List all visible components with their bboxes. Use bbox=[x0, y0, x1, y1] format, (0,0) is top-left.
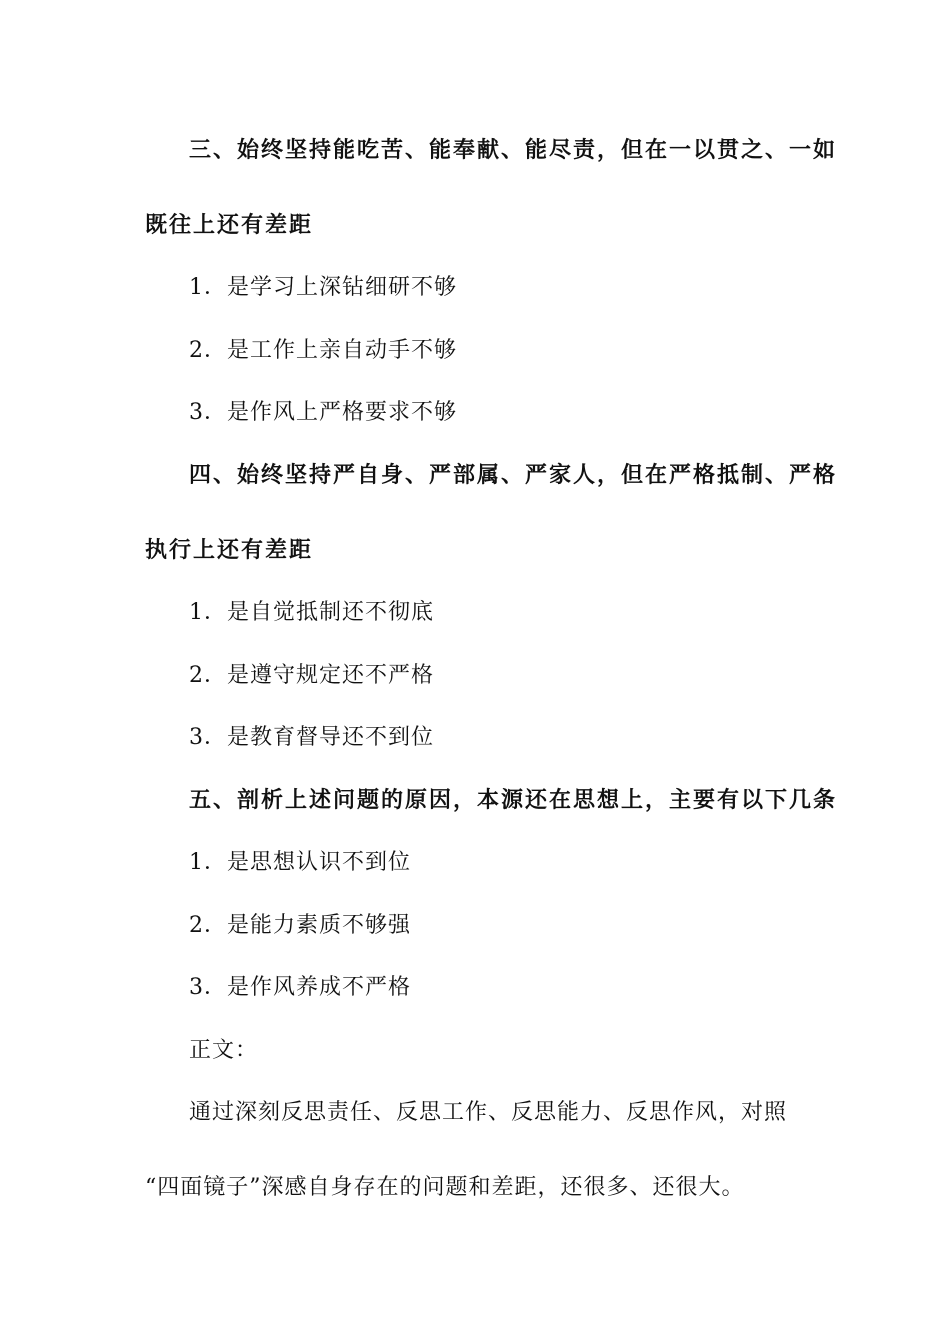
section-5-item-2: 2．是能力素质不够强 bbox=[189, 913, 411, 938]
section-4-heading: 四、始终坚持严自身、严部属、严家人，但在严格抵制、严格 bbox=[189, 463, 838, 488]
section-3-item-2: 2．是工作上亲自动手不够 bbox=[189, 338, 457, 363]
section-5-item-1: 1．是思想认识不到位 bbox=[189, 850, 411, 875]
section-3-item-3: 3．是作风上严格要求不够 bbox=[189, 400, 457, 425]
section-3-heading: 三、始终坚持能吃苦、能奉献、能尽责，但在一以贯之、一如 bbox=[189, 138, 838, 163]
body-paragraph: 通过深刻反思责任、反思工作、反思能力、反思作风，对照 bbox=[189, 1100, 788, 1125]
body-paragraph-continued: “四面镜子”深感自身存在的问题和差距，还很多、还很大。 bbox=[145, 1175, 745, 1200]
section-3-heading-continued: 既往上还有差距 bbox=[145, 213, 314, 238]
section-3-item-1: 1．是学习上深钻细研不够 bbox=[189, 275, 457, 300]
body-label: 正文： bbox=[189, 1038, 259, 1063]
section-5-heading: 五、剖析上述问题的原因，本源还在思想上，主要有以下几条 bbox=[189, 788, 838, 813]
section-5-item-3: 3．是作风养成不严格 bbox=[189, 975, 411, 1000]
section-4-item-1: 1．是自觉抵制还不彻底 bbox=[189, 600, 434, 625]
section-4-heading-continued: 执行上还有差距 bbox=[145, 538, 314, 563]
section-4-item-2: 2．是遵守规定还不严格 bbox=[189, 663, 434, 688]
section-4-item-3: 3．是教育督导还不到位 bbox=[189, 725, 434, 750]
